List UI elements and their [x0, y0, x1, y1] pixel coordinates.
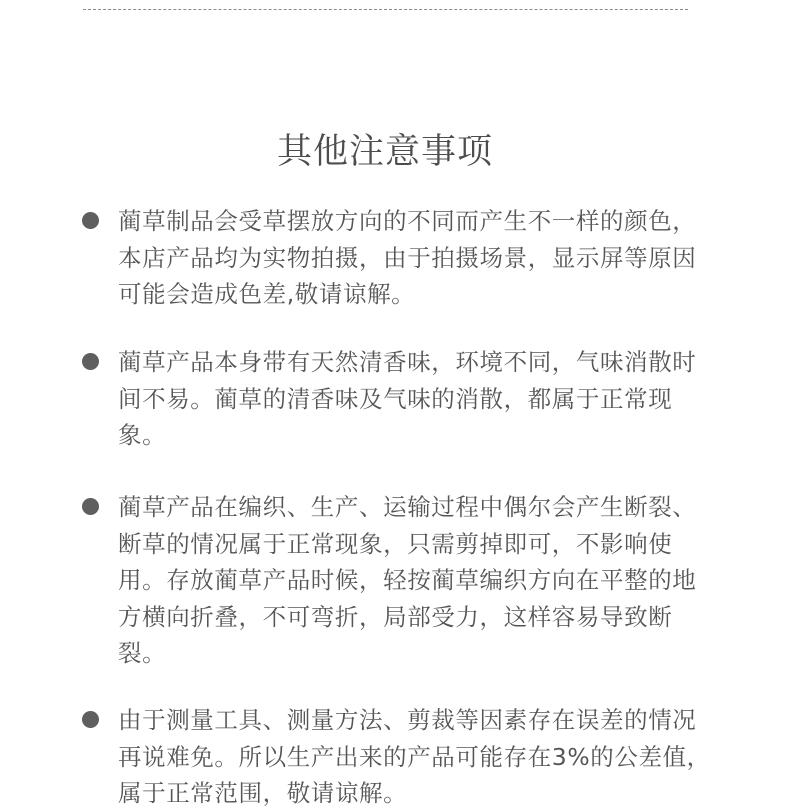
notice-item	[82, 203, 732, 313]
notice-item	[82, 489, 732, 672]
page-title: 其他注意事项	[276, 132, 493, 173]
bullet-dot-icon	[82, 711, 99, 728]
bullet-dot-icon	[82, 353, 99, 370]
notice-text: 蔺草制品会受草摆放方向的不同而产生不一样的颜色，本店产品均为实物拍摄，由于拍摄场景，显示屏等原因可能会造成色差,敬请谅解。	[118, 207, 697, 308]
notice-item	[82, 344, 732, 454]
bullet-dot-icon	[82, 498, 99, 515]
notice-text: 蔺草产品在编织、生产、运输过程中偶尔会产生断裂、断草的情况属于正常现象，只需剪掉即可，不影响使用。存放蔺草产品时候，轻按蔺草编织方向在平整的地方横向折叠，不可弯折，局部受力，这样容易导致断裂。	[118, 493, 697, 667]
notice-text: 蔺草产品本身带有天然清香味，环境不同，气味消散时间不易。蔺草的清香味及气味的消散，都属于正常现象。	[118, 348, 697, 449]
notice-item	[82, 702, 732, 812]
notice-text: 由于测量工具、测量方法、剪裁等因素存在误差的情况再说难免。所以生产出来的产品可能存在3%的公差值，属于正常范围，敬请谅解。	[118, 706, 711, 807]
bullet-dot-icon	[82, 212, 99, 229]
